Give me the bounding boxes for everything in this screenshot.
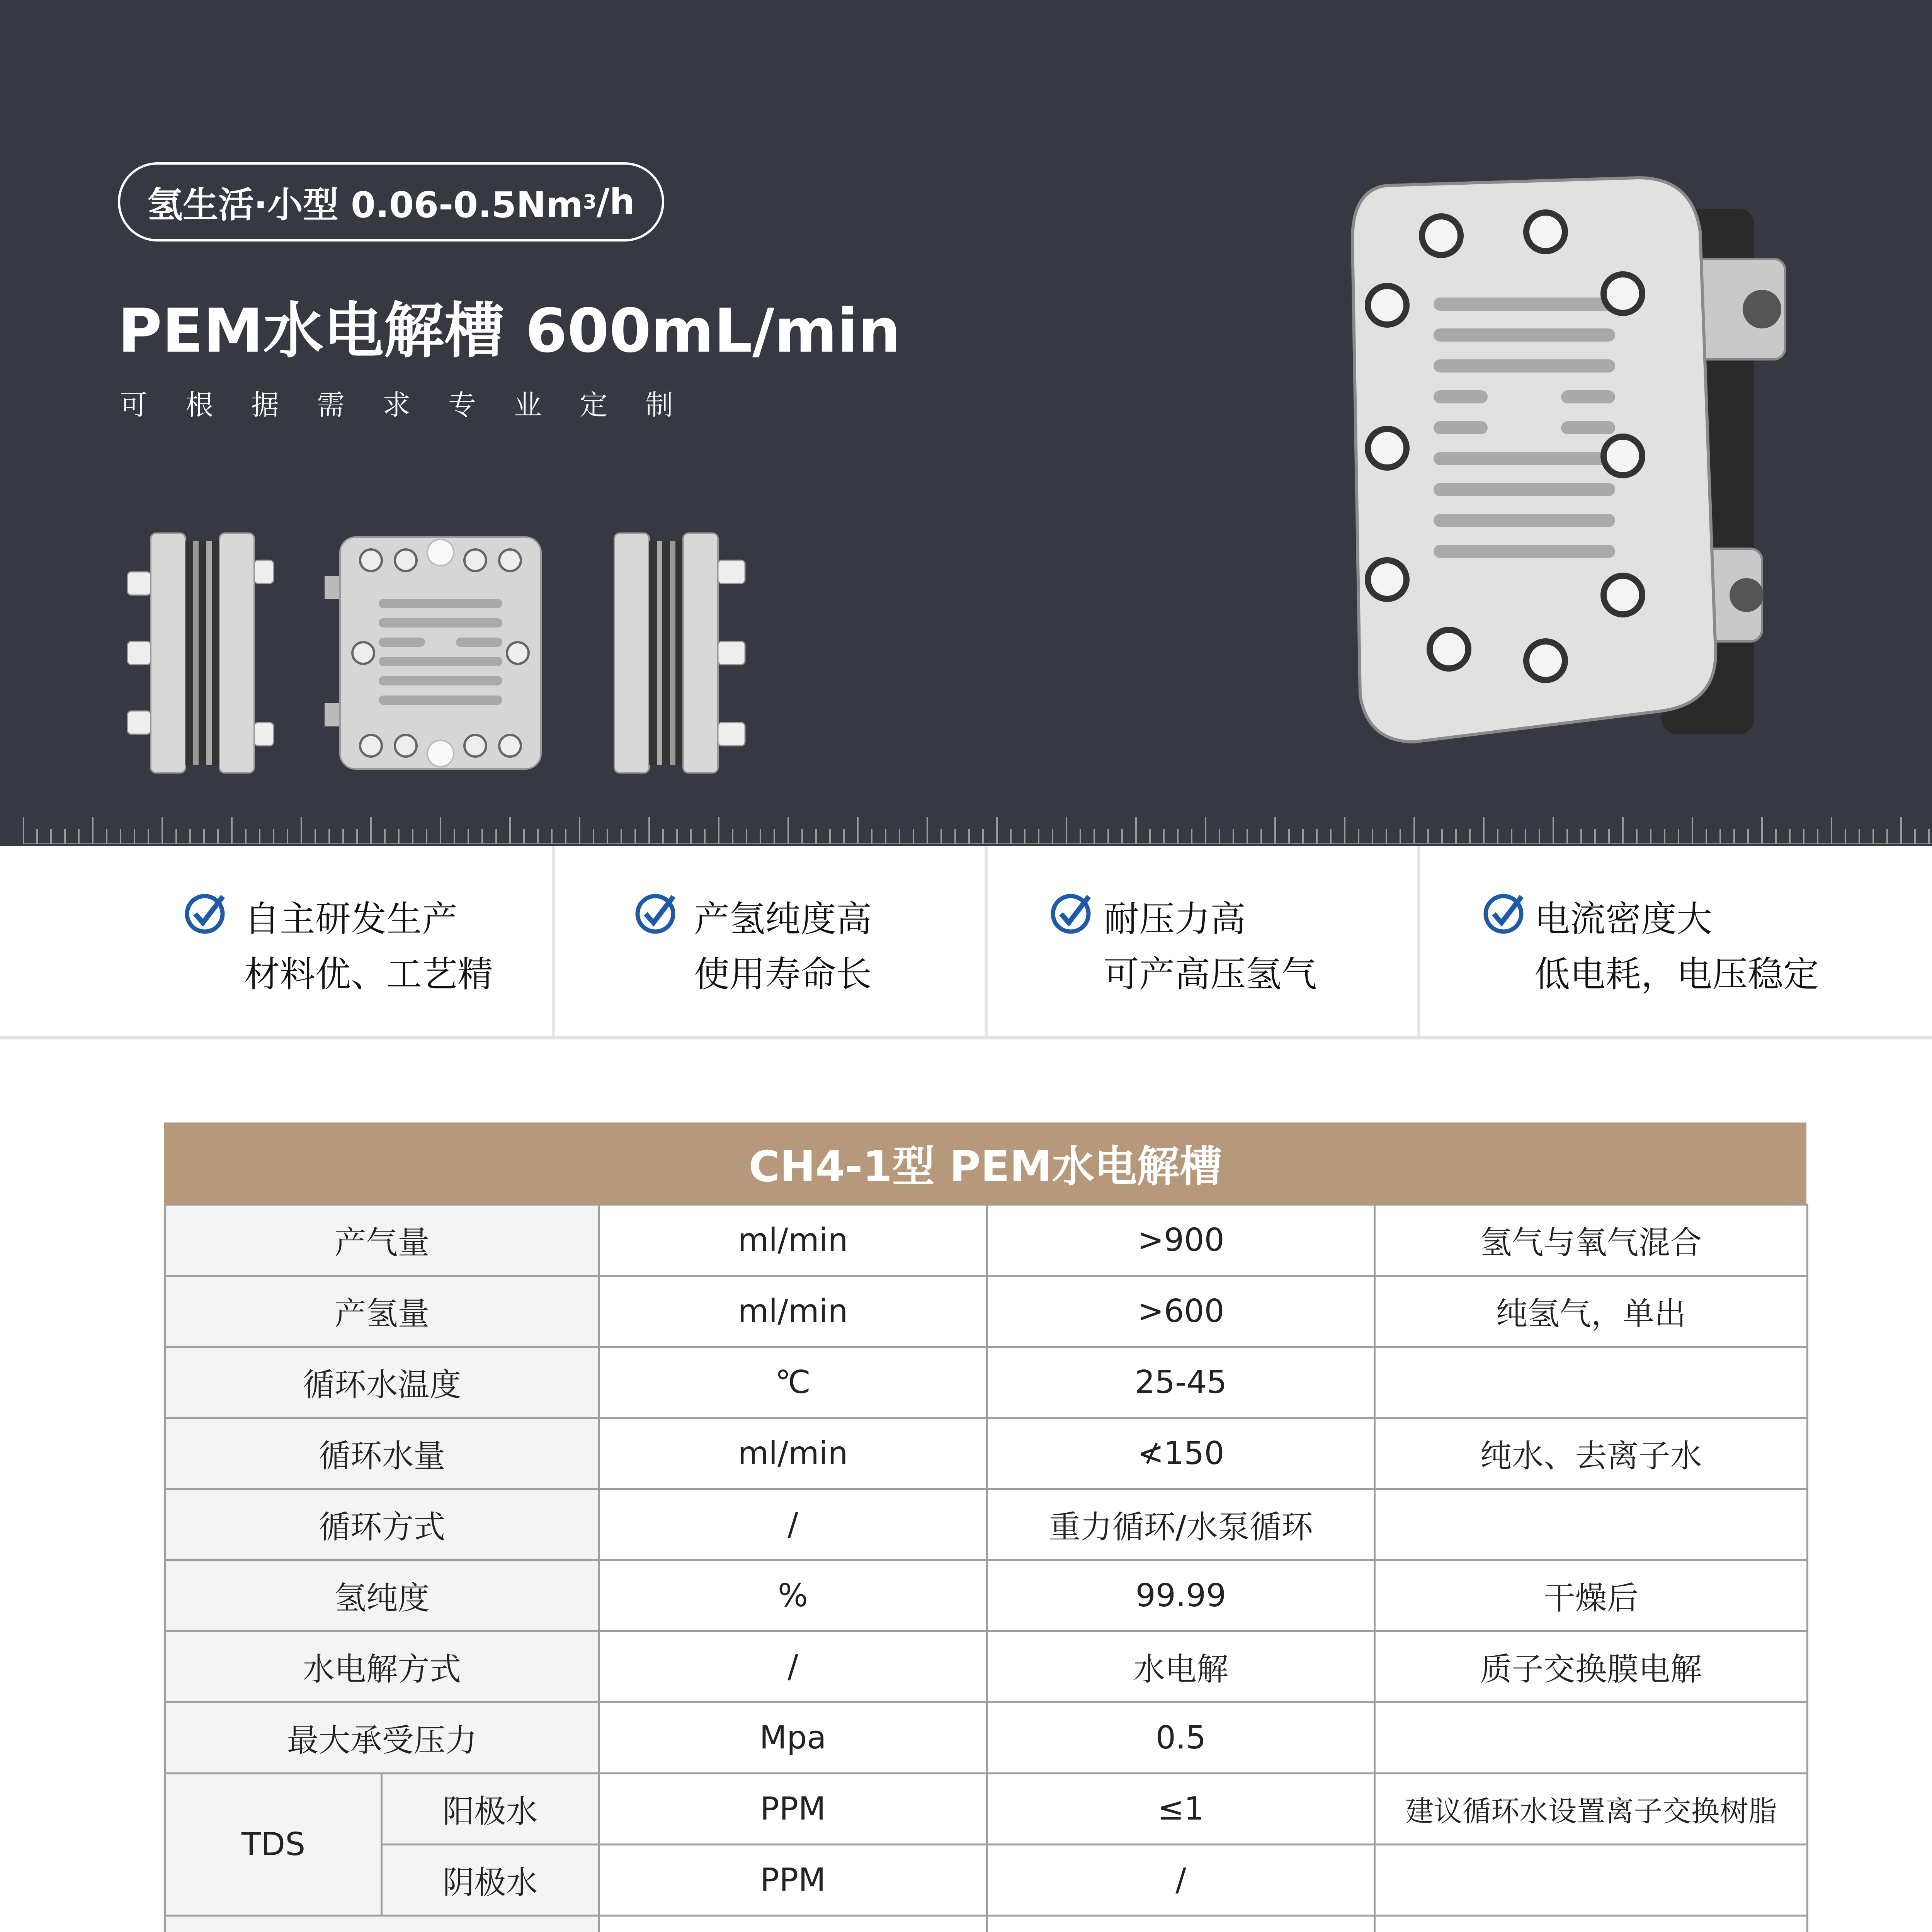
table-row (165, 1845, 1808, 1916)
table-row (165, 1916, 1808, 1932)
table-row (165, 1489, 1808, 1560)
row-value: ≤1 (987, 1774, 1375, 1845)
row-value: 25-45 (987, 1347, 1375, 1418)
page-title: PEM水电解槽 600mL/min (118, 296, 901, 366)
row-value: 水电解 (987, 1631, 1375, 1702)
feature-item (1417, 846, 1853, 1036)
product-side-view-image-2 (611, 529, 773, 777)
table-row (165, 1205, 1808, 1276)
tag-suffix: /h (596, 181, 635, 223)
table-row (165, 1347, 1808, 1418)
row-value: / (987, 1845, 1375, 1916)
table-row (165, 1774, 1808, 1845)
table-row (165, 1418, 1808, 1489)
ruler-decoration (23, 808, 1932, 844)
row-unit: Mpa (599, 1702, 987, 1774)
row-unit: ml/min (599, 1276, 987, 1347)
page-subtitle: 可根据需求专业定制 (120, 389, 711, 421)
row-note: 纯水、去离子水 (1375, 1418, 1808, 1489)
row-label: 循环水量 (165, 1418, 599, 1489)
tag-prefix: 氢生活·小型 0.06-0.5Nm (147, 184, 583, 226)
feature-desc: 使用寿命长 (694, 954, 872, 995)
row-label (165, 1916, 599, 1932)
row-note (1375, 1702, 1808, 1774)
row-note (1375, 1845, 1808, 1916)
tds-label: TDS (165, 1774, 382, 1916)
row-value: 99.99 (987, 1560, 1375, 1631)
product-front-view-image (317, 529, 564, 777)
feature-desc: 材料优、工艺精 (244, 954, 493, 995)
row-label: 水电解方式 (165, 1631, 599, 1702)
spec-grid (164, 1204, 1808, 1932)
check-circle-icon (1049, 893, 1092, 935)
row-sublabel: 阳极水 (382, 1774, 599, 1845)
tag-superscript: 3 (583, 190, 597, 213)
row-label: 产氢量 (165, 1276, 599, 1347)
row-unit: / (599, 1631, 987, 1702)
row-unit (599, 1916, 987, 1932)
row-unit: % (599, 1560, 987, 1631)
product-main-image (1345, 162, 1886, 765)
row-note (1375, 1347, 1808, 1418)
feature-title: 耐压力高 (1104, 898, 1246, 940)
product-side-view-image (124, 529, 286, 777)
feature-title: 自主研发生产 (244, 898, 458, 940)
row-note: 纯氢气，单出 (1375, 1276, 1808, 1347)
product-tag (118, 162, 664, 242)
row-note: 氢气与氧气混合 (1375, 1205, 1808, 1276)
row-value: 0.5 (987, 1702, 1375, 1774)
feature-title: 产氢纯度高 (694, 898, 872, 940)
row-unit: / (599, 1489, 987, 1560)
row-label: 氢纯度 (165, 1560, 599, 1631)
feature-item (0, 846, 493, 1036)
feature-item (552, 846, 988, 1036)
row-value: ≮150 (987, 1418, 1375, 1489)
table-row (165, 1276, 1808, 1347)
row-sublabel: 阴极水 (382, 1845, 599, 1916)
check-circle-icon (634, 893, 677, 935)
row-unit: ml/min (599, 1418, 987, 1489)
check-circle-icon (184, 893, 226, 935)
table-row (165, 1631, 1808, 1702)
row-label: 循环水温度 (165, 1347, 599, 1418)
feature-item (985, 846, 1420, 1036)
feature-title: 电流密度大 (1534, 898, 1713, 940)
row-note: 干燥后 (1375, 1560, 1808, 1631)
row-unit: PPM (599, 1845, 987, 1916)
row-value (987, 1916, 1375, 1932)
row-unit: PPM (599, 1774, 987, 1845)
row-label: 产气量 (165, 1205, 599, 1276)
hero-banner (0, 0, 1932, 846)
row-note: 建议循环水设置离子交换树脂 (1375, 1774, 1808, 1845)
row-unit: ml/min (599, 1205, 987, 1276)
check-circle-icon (1482, 893, 1525, 935)
table-title: CH4-1型 PEM水电解槽 (164, 1122, 1806, 1204)
feature-desc: 可产高压氢气 (1104, 954, 1317, 995)
spec-table (164, 1122, 1806, 1932)
row-note (1375, 1916, 1808, 1932)
row-note: 质子交换膜电解 (1375, 1631, 1808, 1702)
row-value: 重力循环/水泵循环 (987, 1489, 1375, 1560)
features-strip (0, 846, 1932, 1039)
row-value: >900 (987, 1205, 1375, 1276)
row-label: 循环方式 (165, 1489, 599, 1560)
row-value: >600 (987, 1276, 1375, 1347)
feature-desc: 低电耗，电压稳定 (1534, 954, 1819, 995)
row-unit: ℃ (599, 1347, 987, 1418)
table-row (165, 1702, 1808, 1774)
table-row (165, 1560, 1808, 1631)
row-label: 最大承受压力 (165, 1702, 599, 1774)
row-note (1375, 1489, 1808, 1560)
